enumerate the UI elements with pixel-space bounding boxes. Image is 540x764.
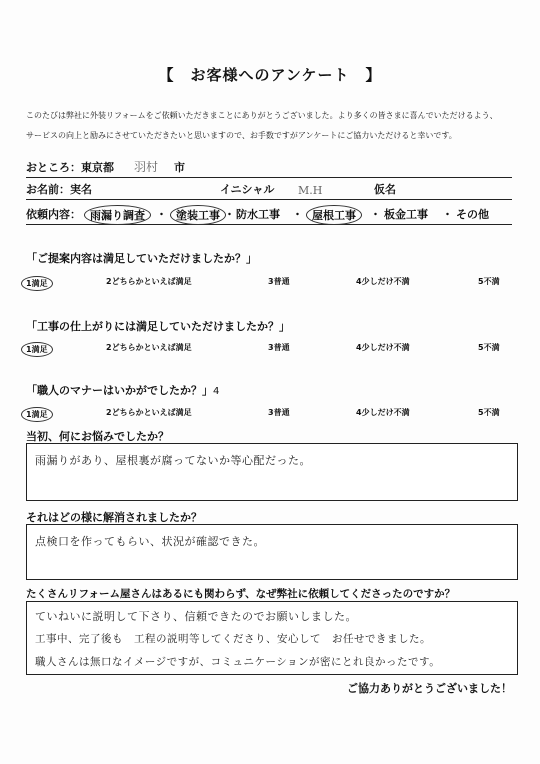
answer-2-line-1: 点検口を作ってもらい、状況が確認できた。 (35, 535, 265, 548)
question-1: 「ご提案内容は満足していただけましたか？」 (26, 252, 257, 265)
initial-label: イニシャル (220, 183, 275, 196)
rating-row-3 (26, 407, 516, 421)
work-sep: ・ (292, 208, 303, 221)
answer-3-line-3: 職人さんは無口なイメージですが、コミュニケーションが密にとれ良かったです。 (35, 656, 441, 668)
rating-option-5: 5不満 (478, 277, 500, 286)
answer-3-line-2: 工事中、完了後も 工程の説明等してくださり、安心して お任せできました。 (35, 633, 431, 645)
work-item-waterproofing: 防水工事 (236, 208, 280, 221)
work-label: 依頼内容： (26, 208, 81, 221)
work-item-roofing: 屋根工事 (306, 205, 362, 225)
initial-value: M.H (298, 184, 323, 197)
thanks-message: ご協力ありがとうございました！ (347, 682, 512, 695)
work-item-leak-inspection: 雨漏り調査 (84, 205, 151, 225)
work-sep: ・ (224, 208, 235, 221)
rating-option-2: 2どちらかといえば満足 (106, 343, 192, 352)
open-question-1: 当初、何にお悩みでしたか？ (26, 430, 169, 443)
rating-option-4: 4少しだけ不満 (356, 408, 410, 417)
rating-option-1: 1満足 (21, 342, 53, 357)
alias-label: 仮名 (374, 183, 396, 196)
rating-option-1: 1満足 (21, 407, 53, 422)
rating-option-3: 3普通 (268, 343, 290, 352)
answer-3-line-1: ていねいに説明して下さり、信頼できたのでお願いしました。 (35, 610, 357, 623)
rating-option-1: 1満足 (21, 276, 53, 291)
work-item-sheet-metal: 板金工事 (384, 208, 428, 221)
work-item-other: その他 (456, 208, 489, 221)
rating-option-3: 3普通 (268, 277, 290, 286)
answer-box-2 (26, 524, 518, 580)
rating-row-1 (26, 276, 516, 290)
work-sep: ・ (370, 208, 381, 221)
question-3 (26, 382, 219, 398)
answer-box-1 (26, 443, 518, 501)
intro-line-1: このたびは弊社に外装リフォームをご依頼いただきまことにありがとうございました。より多くの皆さまに喜んでいただけるよう、 (26, 111, 498, 120)
intro-text (26, 106, 526, 146)
rating-option-2: 2どちらかといえば満足 (106, 408, 192, 417)
address-label: おところ：東京都 (26, 161, 114, 174)
address-row (26, 158, 512, 178)
open-question-3: たくさんリフォーム屋さんはあるにも関わらず、なぜ弊社に依頼してくださったのですか？ (26, 588, 456, 600)
address-suffix: 市 (174, 161, 185, 174)
rating-option-4: 4少しだけ不満 (356, 277, 410, 286)
page-title: 【 お客様へのアンケート 】 (158, 66, 382, 84)
rating-option-4: 4少しだけ不満 (356, 343, 410, 352)
rating-option-5: 5不満 (478, 343, 500, 352)
work-item-painting: 塗装工事 (170, 205, 226, 225)
name-label: お名前：実名 (26, 183, 92, 196)
intro-line-2: サービスの向上と励みにさせていただきたいと思いますので、お手数ですがアンケートにご協力いただけると幸いです。 (26, 131, 457, 140)
rating-option-3: 3普通 (268, 408, 290, 417)
question-3-text: 「職人のマナーはいかがでしたか？」 (26, 384, 213, 397)
rating-option-5: 5不満 (478, 408, 500, 417)
rating-row-2 (26, 342, 516, 356)
work-sep: ・ (156, 208, 167, 221)
work-sep: ・ (442, 208, 453, 221)
answer-box-3 (26, 601, 518, 675)
open-question-2: それはどの様に解消されましたか？ (26, 511, 202, 524)
answer-1-line-1: 雨漏りがあり、屋根裏が腐ってないか等心配だった。 (35, 454, 311, 467)
address-city: 羽村 (134, 160, 159, 174)
name-row (26, 180, 512, 200)
rating-option-2: 2どちらかといえば満足 (106, 277, 192, 286)
question-3-note: 4 (213, 386, 220, 397)
question-2: 「工事の仕上がりには満足していただけましたか？」 (26, 320, 290, 333)
work-type-row (26, 207, 512, 225)
